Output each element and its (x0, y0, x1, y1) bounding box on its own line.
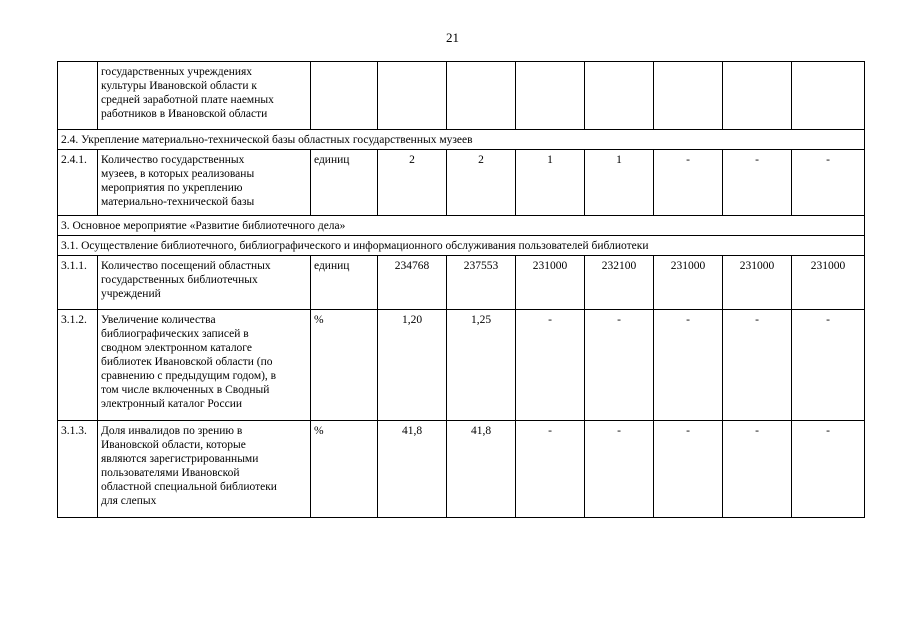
row-number: 3.1.1. (58, 256, 98, 310)
indicator-table (57, 61, 865, 518)
section-row (58, 216, 865, 236)
description-line: областной специальной библиотеки (101, 481, 277, 493)
row-value: 1 (516, 150, 585, 216)
description-line: сравнению с предыдущим годом), в (101, 370, 277, 382)
description-line: культуры Ивановской области к (101, 80, 257, 92)
row-value (654, 62, 723, 130)
row-value: 41,8 (378, 421, 447, 518)
row-description (98, 310, 311, 421)
description-line: мероприятия по укреплению (101, 182, 243, 194)
description-line: средней заработной плате наемных (101, 94, 274, 106)
row-value: - (516, 310, 585, 421)
description-line: электронный каталог России (101, 398, 243, 410)
row-value: - (654, 150, 723, 216)
row-value: - (792, 150, 865, 216)
row-description (98, 62, 311, 130)
row-value: - (792, 421, 865, 518)
description-line: библиографических записей в (101, 328, 249, 340)
row-unit (311, 62, 378, 130)
table-row (58, 310, 865, 421)
row-value: 2 (378, 150, 447, 216)
row-value: - (516, 421, 585, 518)
description-line: государственных библиотечных (101, 274, 258, 286)
row-value (723, 62, 792, 130)
table-row (58, 62, 865, 130)
row-number (58, 62, 98, 130)
description-line: том числе включенных в Сводный (101, 384, 270, 396)
section-heading-3-1: 3.1. Осуществление библиотечного, библиографического и информационного обслуживания пользователей библиотеки (58, 236, 865, 256)
row-value: - (723, 421, 792, 518)
description-line: библиотек Ивановской области (по (101, 356, 273, 368)
section-heading-2-4: 2.4. Укрепление материально-технической базы областных государственных музеев (58, 130, 865, 150)
row-value: - (585, 310, 654, 421)
description-line: сводном электронном каталоге (101, 342, 252, 354)
row-value: 2 (447, 150, 516, 216)
row-value (792, 62, 865, 130)
description-line: музеев, в которых реализованы (101, 168, 255, 180)
row-number: 3.1.2. (58, 310, 98, 421)
row-value: 234768 (378, 256, 447, 310)
row-value: - (654, 421, 723, 518)
row-description (98, 150, 311, 216)
row-number: 2.4.1. (58, 150, 98, 216)
description-line: Доля инвалидов по зрению в (101, 425, 243, 437)
description-line: являются зарегистрированными (101, 453, 259, 465)
section-row (58, 236, 865, 256)
row-unit: единиц (311, 256, 378, 310)
row-number: 3.1.3. (58, 421, 98, 518)
row-value: 231000 (723, 256, 792, 310)
row-description (98, 256, 311, 310)
description-line: учреждений (101, 288, 161, 300)
description-line: работников в Ивановской области (101, 108, 268, 120)
row-value: - (585, 421, 654, 518)
description-line: Увеличение количества (101, 314, 216, 326)
section-heading-3: 3. Основное мероприятие «Развитие библиотечного дела» (58, 216, 865, 236)
row-value: 231000 (516, 256, 585, 310)
row-value (378, 62, 447, 130)
description-line: Количество посещений областных (101, 260, 271, 272)
row-unit: % (311, 310, 378, 421)
row-value: 1 (585, 150, 654, 216)
row-value: - (654, 310, 723, 421)
row-value: - (792, 310, 865, 421)
row-value: 231000 (792, 256, 865, 310)
row-value: 237553 (447, 256, 516, 310)
table-row (58, 421, 865, 518)
row-value: 41,8 (447, 421, 516, 518)
section-row (58, 130, 865, 150)
row-unit: единиц (311, 150, 378, 216)
row-unit: % (311, 421, 378, 518)
row-value: - (723, 310, 792, 421)
table-row (58, 256, 865, 310)
description-line: Ивановской области, которые (101, 439, 246, 451)
page-number: 21 (446, 30, 459, 45)
description-line: Количество государственных (101, 154, 245, 166)
row-value (585, 62, 654, 130)
row-value (516, 62, 585, 130)
row-description (98, 421, 311, 518)
description-line: пользователями Ивановской (101, 467, 240, 479)
description-line: материально-технической базы (101, 196, 255, 208)
row-value: - (723, 150, 792, 216)
description-line: государственных учреждениях (101, 66, 253, 78)
description-line: для слепых (101, 495, 157, 507)
row-value: 232100 (585, 256, 654, 310)
row-value (447, 62, 516, 130)
row-value: 1,25 (447, 310, 516, 421)
table-row (58, 150, 865, 216)
row-value: 231000 (654, 256, 723, 310)
row-value: 1,20 (378, 310, 447, 421)
